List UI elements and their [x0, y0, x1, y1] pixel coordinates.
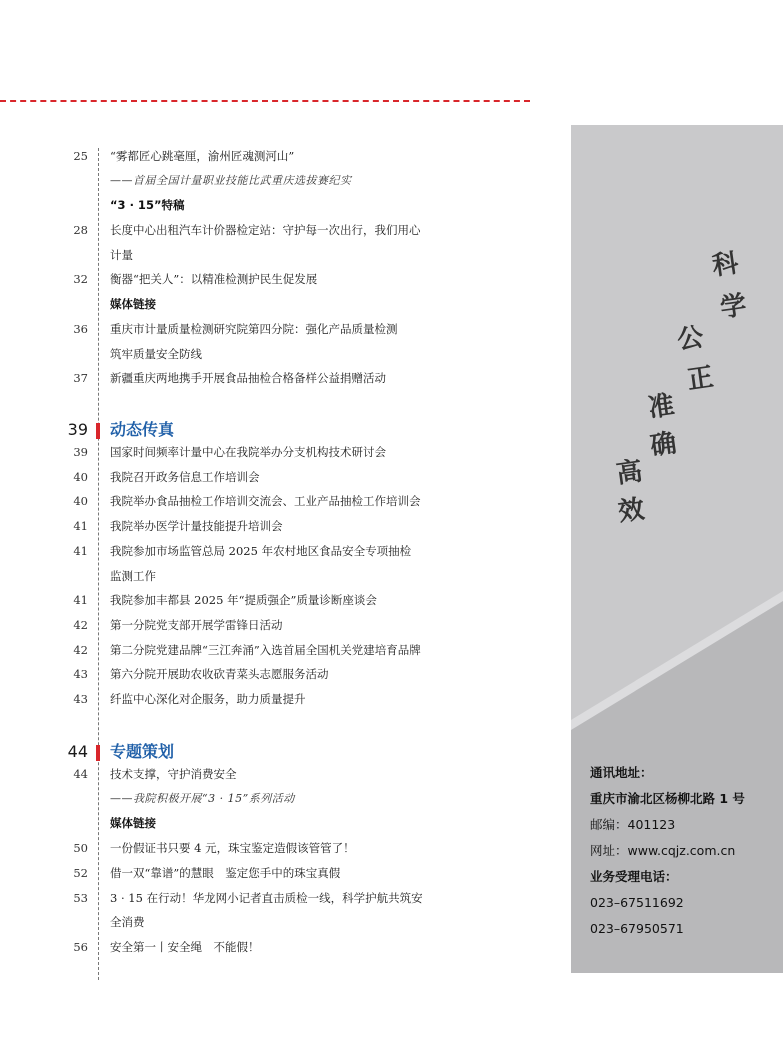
- toc-page-number: 52: [73, 866, 88, 880]
- toc-page-number: 53: [73, 891, 88, 905]
- toc-page-number: 50: [73, 841, 88, 855]
- slogan-char: 确: [648, 428, 679, 462]
- slogan-char: 正: [685, 362, 716, 396]
- slogan-char: 效: [616, 494, 647, 528]
- toc-page-number: 43: [73, 692, 88, 706]
- toc-page-number: 41: [73, 519, 88, 533]
- toc-entry-text: 媒体链接: [110, 816, 156, 830]
- slogan-char: 科: [710, 248, 741, 282]
- toc-entry-text: 我院参加市场监管总局 2025 年农村地区食品安全专项抽检: [110, 544, 412, 558]
- toc-entry-text: 新疆重庆两地携手开展食品抽检合格备样公益捐赠活动: [110, 371, 386, 385]
- toc-page-number: 25: [73, 149, 88, 163]
- phone-2: 023–67950571: [590, 921, 684, 936]
- toc-entry-text: 计量: [110, 248, 133, 262]
- toc-entry-text: “3 · 15”特稿: [110, 198, 185, 212]
- toc-entry-text: 第二分院党建品牌“三江奔涌”入选首届全国机关党建培育品牌: [110, 643, 421, 657]
- toc-entry-text: 借一双“靠谱”的慧眼 鉴定您手中的珠宝真假: [110, 866, 341, 880]
- slogan-char: 准: [646, 390, 677, 424]
- top-dashed-divider: [0, 100, 530, 102]
- toc-page-number: 28: [73, 223, 88, 237]
- slogan-char: 公: [675, 322, 706, 356]
- toc-entry-text: 安全第一丨安全绳 不能假！: [110, 940, 260, 954]
- toc-page-number: 39: [73, 445, 88, 459]
- section-title: 动态传真: [110, 420, 175, 439]
- toc-page-number: 36: [73, 322, 88, 336]
- toc-entry-text: 第一分院党支部开展学雷锋日活动: [110, 618, 283, 632]
- toc-page-number: 41: [73, 593, 88, 607]
- toc-entry-text: 筑牢质量安全防线: [110, 347, 202, 361]
- section-page-number: 39: [67, 420, 88, 439]
- slogan-char: 高: [614, 456, 645, 490]
- toc-page-number: 56: [73, 940, 88, 954]
- contact-info: [590, 760, 780, 942]
- toc-page-number: 44: [73, 767, 88, 781]
- toc-dashed-rule: [98, 148, 99, 980]
- toc-entry-text: 衡器“把关人”：以精准检测护民生促发展: [110, 272, 318, 286]
- toc-entry-text: 第六分院开展助农收砍青菜头志愿服务活动: [110, 667, 329, 681]
- website: 网址：www.cqjz.com.cn: [590, 843, 736, 858]
- toc-page-number: 42: [73, 618, 88, 632]
- phone-1: 023–67511692: [590, 895, 684, 910]
- section-title: 专题策划: [110, 742, 175, 761]
- section-page-number: 44: [67, 742, 88, 761]
- toc-entry-text: 重庆市计量质量检测研究院第四分院：强化产品质量检测: [110, 322, 398, 336]
- toc-entry-text: 我院举办食品抽检工作培训交流会、工业产品抽检工作培训会: [110, 494, 421, 508]
- address: 重庆市渝北区杨柳北路 1 号: [590, 791, 745, 806]
- toc-entry-text: 我院召开政务信息工作培训会: [110, 470, 260, 484]
- postcode: 邮编：401123: [590, 817, 676, 832]
- toc-entry-text: 纤监中心深化对企服务，助力质量提升: [110, 692, 306, 706]
- toc-entry-text: 全消费: [110, 915, 145, 929]
- toc-entry-text: 国家时间频率计量中心在我院举办分支机构技术研讨会: [110, 445, 386, 459]
- toc-entry-text: 技术支撑，守护消费安全: [110, 767, 237, 781]
- toc-entry-text: 一份假证书只要 4 元，珠宝鉴定造假该管管了！: [110, 841, 355, 855]
- toc-page-number: 40: [73, 494, 88, 508]
- section-marker-bar: [96, 423, 100, 439]
- toc-entry-text: 媒体链接: [110, 297, 156, 311]
- toc-page-number: 41: [73, 544, 88, 558]
- toc-entry-text: 长度中心出租汽车计价器检定站：守护每一次出行，我们用心: [110, 223, 421, 237]
- toc-page-number: 42: [73, 643, 88, 657]
- section-marker-bar: [96, 745, 100, 761]
- toc-page-number: 43: [73, 667, 88, 681]
- toc-entry-text: “雾都匠心跳毫厘，渝州匠魂测河山”: [110, 149, 295, 163]
- toc-entry-text: 监测工作: [110, 569, 156, 583]
- slogan-char: 学: [718, 290, 749, 324]
- phone-label: 业务受理电话：: [590, 869, 678, 884]
- toc-entry-text: 我院举办医学计量技能提升培训会: [110, 519, 283, 533]
- toc-page-number: 40: [73, 470, 88, 484]
- toc-entry-text: 我院参加丰都县 2025 年“提质强企”质量诊断座谈会: [110, 593, 377, 607]
- toc-entry-text: ——首届全国计量职业技能比武重庆选拔赛纪实: [110, 174, 352, 187]
- toc-entry-text: ——我院积极开展“3 · 15”系列活动: [110, 792, 295, 805]
- toc-page-number: 37: [73, 371, 88, 385]
- toc-entry-text: 3 · 15 在行动！华龙网小记者直击质检一线，科学护航共筑安: [110, 891, 423, 905]
- address-label: 通讯地址：: [590, 765, 653, 780]
- toc-page-number: 32: [73, 272, 88, 286]
